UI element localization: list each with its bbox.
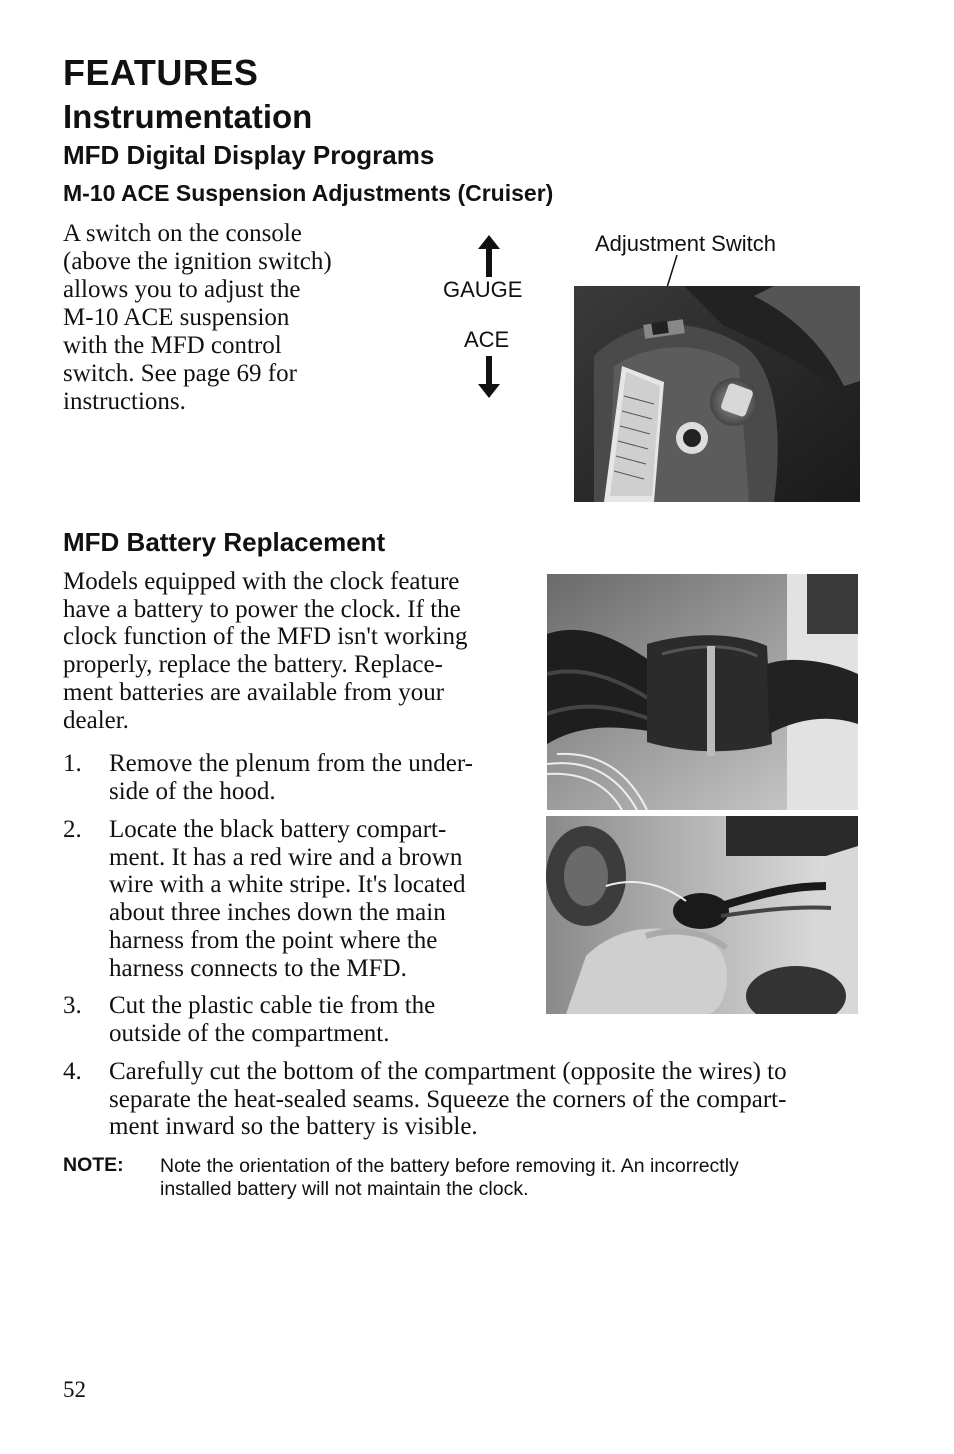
subtopic-heading: M-10 ACE Suspension Adjustments (Cruiser) [63,180,554,206]
text-line: harness from the point where the [109,926,438,954]
text-line: A switch on the console [63,220,302,247]
step-text [109,1058,787,1141]
text-line: (above the ignition switch) [63,248,332,275]
text-line: ment. It has a red wire and a brown [109,843,463,871]
text-line: switch. See page 69 for [63,360,297,387]
text-line: dealer. [63,706,129,734]
text-line: harness connects to the MFD. [109,954,407,982]
text-line: wire with a white stripe. It's located [109,871,466,899]
text-line: about three inches down the main [109,899,446,927]
arrow-down-icon [478,356,500,398]
section-title: FEATURES [63,52,259,93]
text-line: with the MFD control [63,332,282,359]
chapter-title: Instrumentation [63,98,313,135]
step-number: 4. [63,1058,82,1085]
text-line: instructions. [63,388,186,415]
step-number: 2. [63,816,82,843]
battery-heading: MFD Battery Replacement [63,527,386,557]
step-text [109,816,465,982]
text-line: side of the hood. [109,777,276,805]
note-label: NOTE: [63,1154,124,1176]
battery-intro-paragraph [63,568,467,734]
text-line: have a battery to power the clock. If the [63,595,461,623]
step-number: 1. [63,750,82,777]
topic-heading: MFD Digital Display Programs [63,140,435,170]
text-line: properly, replace the battery. Replace- [63,651,443,679]
text-line: Cut the plastic cable tie from the [109,992,436,1019]
text-line: allows you to adjust the [63,276,301,303]
text-line: Locate the black battery compart- [109,816,447,843]
text-line: Models equipped with the clock feature [63,568,460,595]
text-line: clock function of the MFD isn't working [63,623,468,651]
note-text [160,1155,739,1201]
arrow-up-icon [478,235,500,277]
text-line: separate the heat-sealed seams. Squeeze the corners of the compart- [109,1085,787,1113]
ace-label: ACE [464,327,510,352]
step-text [109,992,435,1047]
adjustment-switch-label: Adjustment Switch [595,231,776,256]
text-line: ment inward so the battery is visible. [109,1113,478,1141]
step-number: 3. [63,992,82,1019]
page-number: 52 [63,1377,86,1402]
text-line: installed battery will not maintain the clock. [160,1178,529,1200]
text-line: M-10 ACE suspension [63,304,290,331]
text-line: ment batteries are available from your [63,678,445,706]
battery-compartment-harness-photo [547,574,858,810]
hand-holding-compartment-photo [546,816,858,1014]
step-text [109,750,473,805]
text-line: Note the orientation of the battery before removing it. An incorrectly [160,1155,739,1177]
gauge-label: GAUGE [443,277,523,302]
console-switch-photo [574,286,860,502]
text-line: Carefully cut the bottom of the compartment (opposite the wires) to [109,1058,787,1085]
suspension-intro-paragraph [63,220,368,416]
text-line: Remove the plenum from the under- [109,750,473,777]
text-line: outside of the compartment. [109,1019,390,1047]
